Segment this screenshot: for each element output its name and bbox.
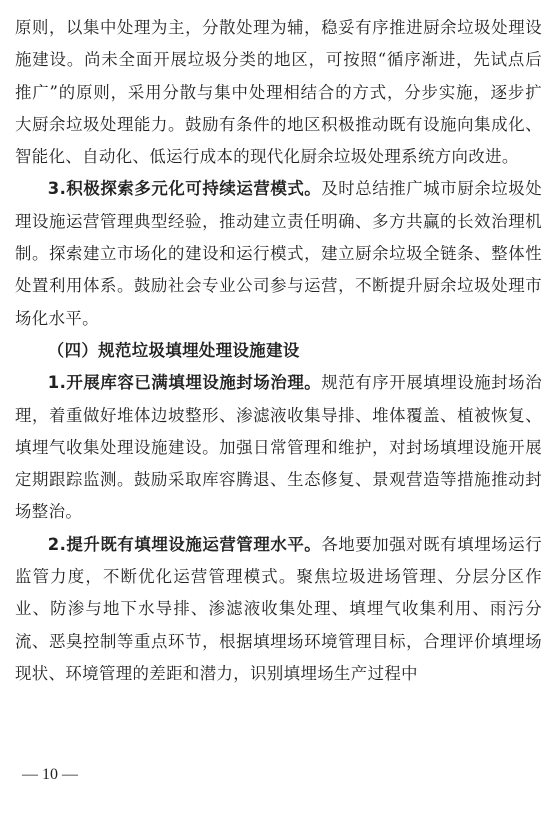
page-number: — 10 — [22, 766, 78, 783]
item-body-3: 及时总结推广城市厨余垃圾处理设施运营管理典型经验，推动建立责任明确、多方共赢的长效治理机制。探索建立市场化的建设和运行模式，建立厨余垃圾全链条、整体性处置利用体系。鼓励社会专业公司参与运营，不断提升厨余垃圾处理市场化水平。 [15, 179, 543, 328]
item-lead-2: 2.提升既有填埋设施运营管理水平。 [47, 534, 322, 554]
item-lead-1: 1.开展库容已满填埋设施封场治理。 [47, 373, 322, 393]
item-lead-3: 3.积极探索多元化可持续运营模式。 [47, 179, 322, 199]
item-body-2: 各地要加强对既有填埋场运行监管力度，不断优化运营管理模式。聚焦垃圾进场管理、分层分区作业、防渗与地下水导排、渗滤液收集处理、填埋气收集利用、雨污分流、恶臭控制等重点环节，根据填埋场环境管理目标，合理评价填埋场现状、环境管理的差距和潜力，识别填埋场生产过程中 [15, 534, 543, 683]
item-body-1: 规范有序开展填埋设施封场治理，着重做好堆体边坡整形、渗滤液收集导排、堆体覆盖、植被恢复、填埋气收集处理设施建设。加强日常管理和维护，对封场填埋设施开展定期跟踪监测。鼓励采取库容腾退、生态修复、景观营造等措施推动封场整治。 [15, 373, 543, 522]
paragraph-landfill-operation [15, 529, 542, 690]
paragraph-kitchen-waste-principle: 原则，以集中处理为主，分散处理为辅，稳妥有序推进厨余垃圾处理设施建设。尚未全面开展垃圾分类的地区，可按照“循序渐进，先试点后推广”的原则，采用分散与集中处理相结合的方式，分步实施，逐步扩大厨余垃圾处理能力。鼓励有条件的地区积极推动既有设施向集成化、智能化、自动化、低运行成本的现代化厨余垃圾处理系统方向改进。 [15, 18, 542, 167]
paragraph-operation-model [15, 173, 542, 334]
section-heading-4: （四）规范垃圾填埋处理设施建设 [47, 340, 300, 360]
document-page [15, 12, 542, 690]
paragraph-landfill-closure [15, 367, 542, 528]
